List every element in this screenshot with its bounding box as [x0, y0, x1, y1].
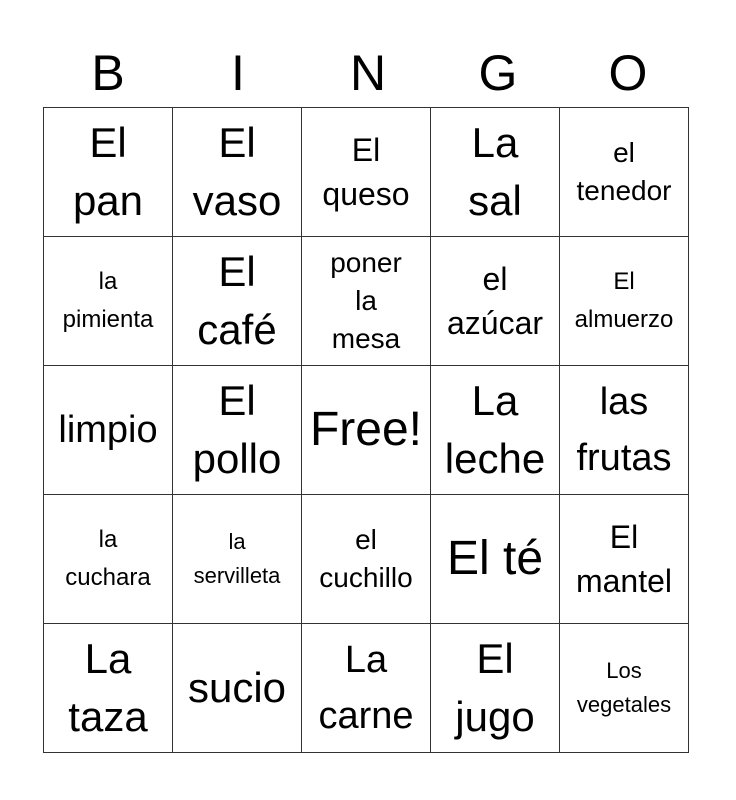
header-letter-g: G [478, 45, 518, 101]
header-letter-o: O [608, 45, 648, 101]
cell-text-line: la [355, 285, 377, 316]
cell-text-line: café [197, 306, 277, 353]
cell-text-line: El [351, 132, 381, 168]
bingo-cell[interactable] [431, 366, 560, 495]
cell-text-line: mesa [331, 323, 401, 354]
bingo-card [43, 107, 689, 753]
cell-text-line: limpio [58, 409, 158, 451]
cell-text-line: Free! [309, 403, 423, 456]
bingo-cell[interactable] [173, 366, 302, 495]
bingo-cell[interactable] [431, 495, 560, 624]
cell-text-line: El [218, 248, 256, 295]
cell-text-line: poner [330, 247, 402, 278]
bingo-cell[interactable] [302, 108, 431, 237]
bingo-cell[interactable] [431, 237, 560, 366]
cell-text-line: la [228, 529, 246, 554]
header-letter-n: N [349, 45, 387, 101]
cell-text-line: El [218, 377, 256, 424]
bingo-cell[interactable] [44, 495, 173, 624]
bingo-row [44, 624, 689, 753]
cell-text-line: el [355, 524, 377, 555]
cell-text-line: frutas [576, 437, 672, 479]
cell-text-line: El [476, 635, 514, 682]
cell-text-line: sal [468, 177, 522, 224]
cell-text-line: El [218, 119, 256, 166]
bingo-cell[interactable] [302, 366, 431, 495]
bingo-cell[interactable] [173, 108, 302, 237]
cell-text-line: azúcar [446, 305, 544, 341]
cell-text-line: pan [72, 177, 144, 224]
bingo-row [44, 495, 689, 624]
bingo-cell[interactable] [560, 108, 689, 237]
cell-text-line: queso [322, 176, 410, 212]
bingo-cell[interactable] [44, 108, 173, 237]
bingo-cell[interactable] [560, 624, 689, 753]
bingo-cell[interactable] [173, 237, 302, 366]
header-letter-b: B [91, 45, 125, 101]
bingo-cell[interactable] [44, 366, 173, 495]
bingo-cell[interactable] [431, 624, 560, 753]
cell-text-line: leche [444, 435, 546, 482]
bingo-cell[interactable] [431, 108, 560, 237]
cell-text-line: el [482, 261, 508, 297]
cell-text-line: el [613, 137, 635, 168]
cell-text-line: La [471, 119, 519, 166]
cell-text-line: servilleta [193, 563, 281, 588]
cell-text-line: La [471, 377, 519, 424]
bingo-cell[interactable] [44, 624, 173, 753]
cell-text-line: sucio [187, 664, 287, 711]
bingo-cell[interactable] [173, 495, 302, 624]
cell-text-line: vegetales [576, 692, 672, 717]
bingo-cell[interactable] [173, 624, 302, 753]
cell-text-line: El [609, 519, 639, 555]
cell-text-line: carne [318, 695, 414, 737]
cell-text-line: El [89, 119, 127, 166]
cell-text-line: taza [68, 693, 148, 740]
cell-text-line: la [98, 268, 118, 295]
cell-text-line: pimienta [62, 306, 154, 333]
bingo-row [44, 237, 689, 366]
cell-text-line: Los [606, 658, 642, 683]
cell-text-line: almuerzo [574, 306, 674, 333]
cell-text-line: vaso [192, 177, 282, 224]
cell-text-line: pollo [192, 435, 282, 482]
cell-text-line: La [84, 635, 132, 682]
bingo-row [44, 366, 689, 495]
bingo-cell[interactable] [560, 237, 689, 366]
cell-text-line: cuchara [65, 564, 151, 591]
cell-text-line: mantel [575, 563, 673, 599]
bingo-cell[interactable] [302, 495, 431, 624]
cell-text-line: tenedor [576, 175, 672, 206]
cell-text-line: El [613, 268, 635, 295]
bingo-row [44, 108, 689, 237]
bingo-cell[interactable] [44, 237, 173, 366]
bingo-header [43, 40, 693, 106]
bingo-cell[interactable] [302, 624, 431, 753]
cell-text-line: La [344, 639, 388, 681]
bingo-cell[interactable] [302, 237, 431, 366]
cell-text-line: jugo [455, 693, 535, 740]
bingo-cell[interactable] [560, 495, 689, 624]
cell-text-line: las [599, 381, 649, 423]
header-letter-i: I [231, 45, 245, 101]
bingo-cell[interactable] [560, 366, 689, 495]
cell-text-line: la [98, 526, 118, 553]
cell-text-line: cuchillo [319, 562, 413, 593]
cell-text-line: El té [446, 532, 544, 585]
